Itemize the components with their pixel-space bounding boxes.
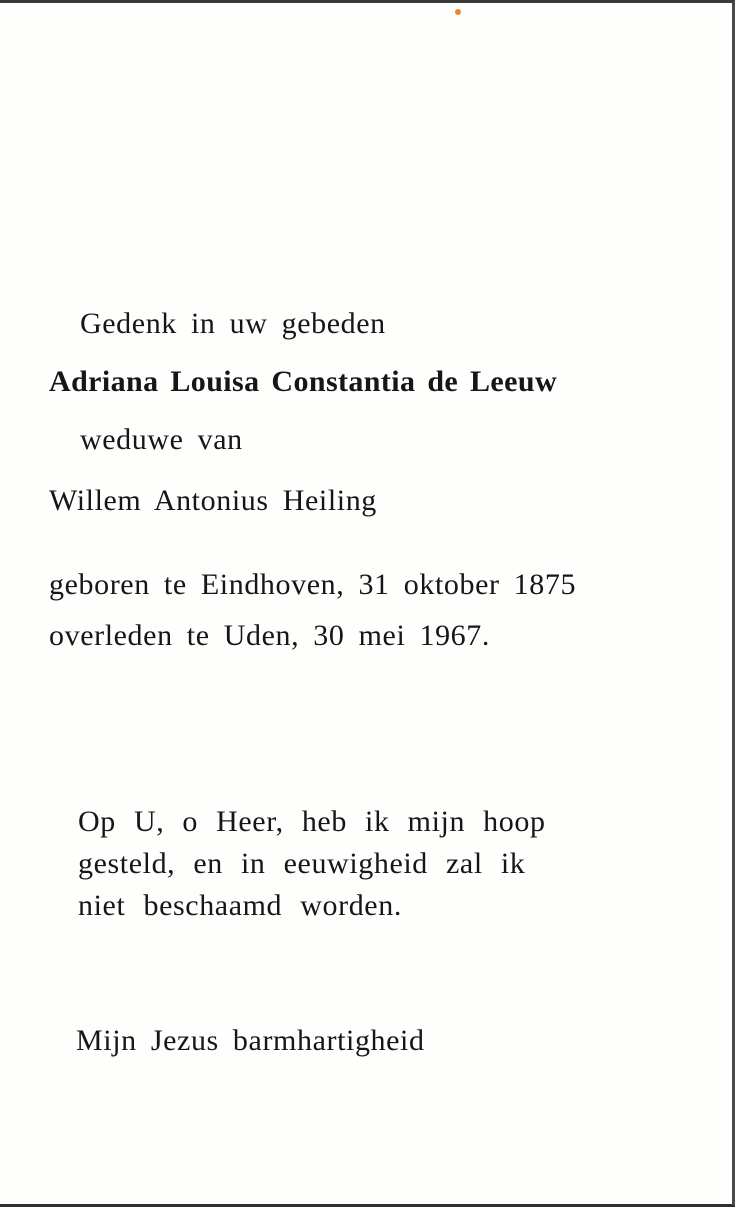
prayer-line: gesteld, en in eeuwigheid zal ik (78, 847, 526, 880)
intro-text: Gedenk in uw gebeden (80, 307, 386, 340)
birth-line: geboren te Eindhoven, 31 oktober 1875 (49, 568, 577, 601)
invocation-text: Mijn Jezus barmhartigheid (76, 1024, 425, 1057)
spouse-name: Willem Antonius Heiling (49, 484, 377, 517)
deceased-name: Adriana Louisa Constantia de Leeuw (49, 365, 558, 398)
prayer-line: niet beschaamd worden. (78, 889, 402, 922)
ink-speck (455, 9, 461, 15)
relation-text: weduwe van (80, 423, 243, 456)
prayer-line: Op U, o Heer, heb ik mijn hoop (78, 805, 546, 838)
death-line: overleden te Uden, 30 mei 1967. (49, 619, 490, 652)
